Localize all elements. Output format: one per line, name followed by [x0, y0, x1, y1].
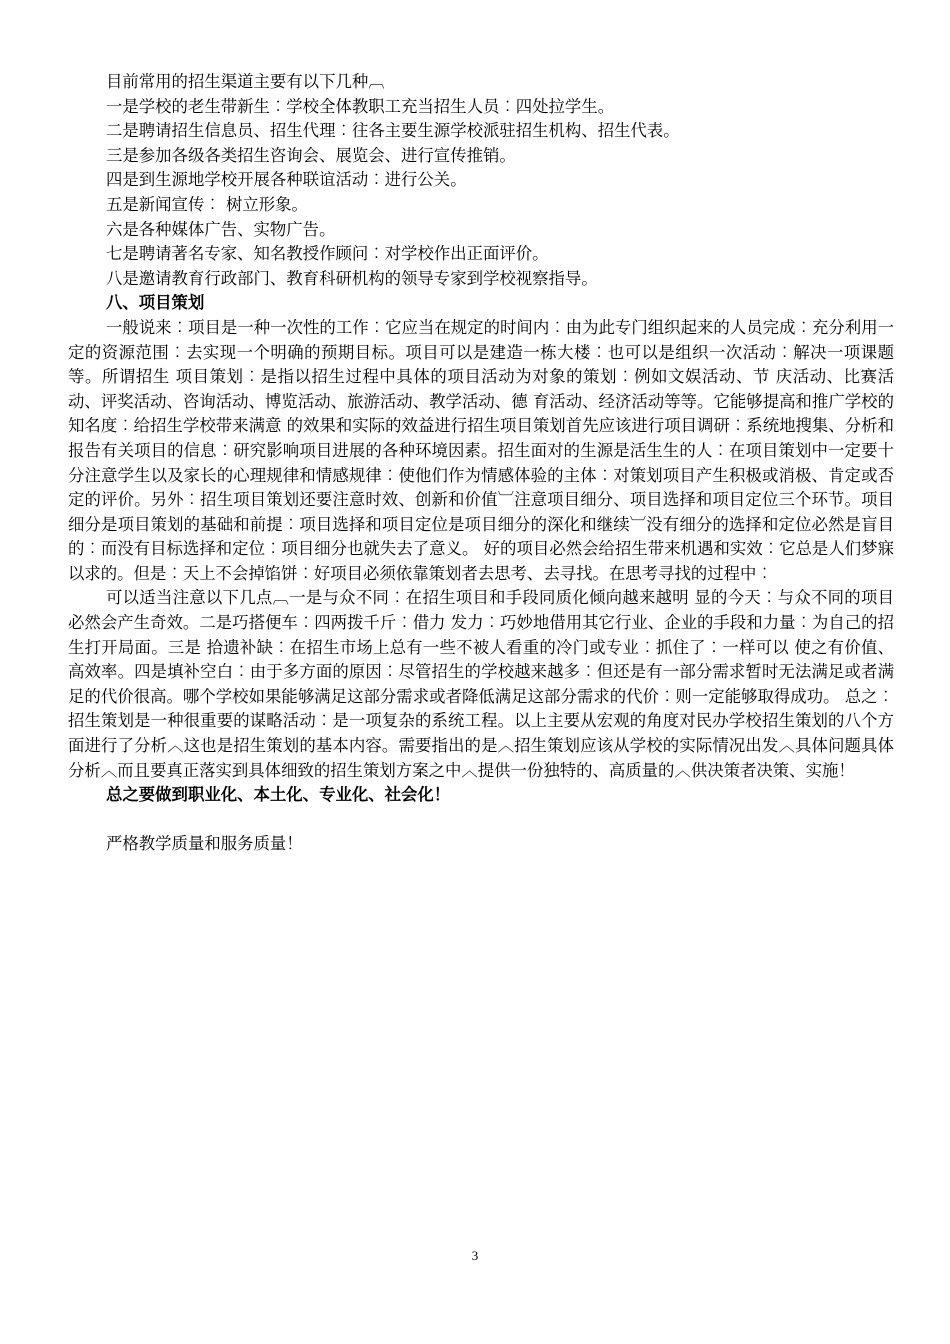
project-planning-paragraph-2: 可以适当注意以下几点︹一是与众不同︰在招生项目和手段同质化倾向越来越明 显的今天︰与众不同的项目必然会产生奇效。二是巧搭便车︰四两拨千斤︰借力 发力︰巧妙地借用其它行业、企业的手段和力量︰为自己的招生打开局面。三是 拾遗补缺︰在招生市场上总有一些不被人看重的冷门或专业︰抓住了︰一样可以 使之有价值、高效率。四是填补空白︰由于多方面的原因︰尽管招生的学校越来越多︰但还是有一部分需求暂时无法满足或者满足的代价很高。哪个学校如果能够满足这部分需求或者降低满足这部分需求的代价︰则一定能够取得成功。 总之︰招生策划是一种很重要的谋略活动︰是一项复杂的系统工程。以上主要从宏观的角度对民办学校招生策划的八个方面进行了分析︿这也是招生策划的基本内容。需要指出的是︿招生策划应该从学校的实际情况出发︿具体问题具体分析︿而且要真正落实到具体细致的招生策划方案之中︿提供一份独特的、高质量的︿供决策者决策、实施！: [68, 588, 894, 780]
channel-item-4: 四是到生源地学校开展各种联谊活动︰进行公关。: [106, 170, 467, 190]
section-heading: 八、项目策划: [106, 293, 205, 313]
document-body: [68, 70, 894, 856]
channels-intro: 目前常用的招生渠道主要有以下几种︹: [106, 72, 385, 91]
channel-item-3: 三是参加各级各类招生咨询会、展览会、进行宣传推销。: [106, 145, 516, 165]
channel-item-1: 一是学校的老生带新生︰学校全体教职工充当招生人员︰四处拉学生。: [106, 96, 615, 116]
page-number: 3: [471, 1248, 479, 1263]
channel-item-5: 五是新闻宣传︰ 树立形象。: [106, 194, 308, 214]
project-planning-paragraph-1: 一般说来︰项目是一种一次性的工作︰它应当在规定的时间内︰由为此专门组织起来的人员完成︰充分利用一定的资源范围︰去实现一个明确的预期目标。项目可以是建造一栋大楼︰也可以是组织一次活动︰解决一项课题等。所谓招生 项目策划︰是指以招生过程中具体的项目活动为对象的策划︰例如文娱活动、节 庆活动、比赛活动、评奖活动、咨询活动、博览活动、旅游活动、教学活动、德 育活动、经济活动等等。它能够提高和推广学校的知名度︰给招生学校带来满意 的效果和实际的效益进行招生项目策划首先应该进行项目调研︰系统地搜集、分析和报告有关项目的信息︰研究影响项目进展的各种环境因素。招生面对的生源是活生生的人︰在项目策划中一定要十分注意学生以及家长的心理规律和情感规律︰使他们作为情感体验的主体︰对策划项目产生积极或消极、肯定或否定的评价。另外︰招生项目策划还要注意时效、创新和价值︺注意项目细分、项目选择和项目定位三个环节。项目细分是项目策划的基础和前提︰项目选择和项目定位是项目细分的深化和继续︺没有细分的选择和定位必然是盲目的︰而没有目标选择和定位︰项目细分也就失去了意义。 好的项目必然会给招生带来机遇和实效︰它总是人们梦寐以求的。但是︰天上不会掉馅饼︰好项目必须依靠策划者去思考、去寻找。在思考寻找的过程中︰: [68, 317, 894, 583]
channel-item-8: 八是邀请教育行政部门、教育科研机构的领导专家到学校视察指导。: [106, 268, 598, 288]
channel-item-2: 二是聘请招生信息员、招生代理︰往各主要生源学校派驻招生机构、招生代表。: [106, 121, 680, 141]
closing-bold-statement: 总之要做到职业化、本土化、专业化、社会化！: [106, 785, 451, 805]
closing-plain-statement: 严格教学质量和服务质量！: [106, 833, 303, 853]
channel-item-6: 六是各种媒体广告、实物广告。: [106, 219, 336, 239]
channel-item-7: 七是聘请著名专家、知名教授作顾问︰对学校作出正面评价。: [106, 244, 549, 264]
